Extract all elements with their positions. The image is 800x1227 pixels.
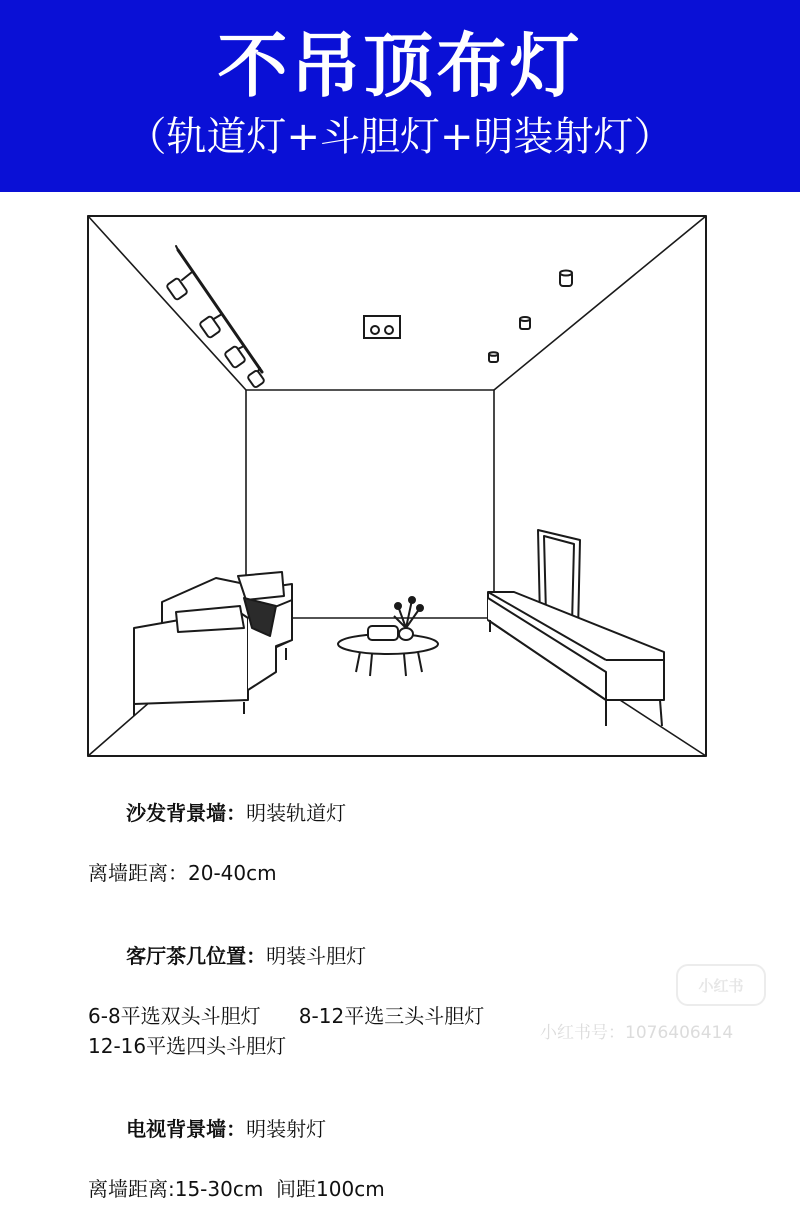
track-spot-1 — [166, 272, 192, 300]
title-banner — [0, 0, 800, 192]
watermark-logo: 小红书 — [676, 964, 766, 1006]
grille-light — [364, 316, 400, 338]
spotlight-3 — [489, 352, 498, 362]
surface-spotlights — [489, 271, 572, 363]
note-coffee-table-size-1: 6-8平选双头斗胆灯 8-12平选三头斗胆灯 — [88, 1004, 485, 1028]
tv-cabinet — [488, 530, 664, 726]
sofa — [134, 572, 292, 716]
note-sofa-wall-heading: 沙发背景墙： — [126, 801, 247, 825]
note-tv-wall-heading: 电视背景墙： — [126, 1117, 247, 1141]
note-tv-wall-value: 明装射灯 — [246, 1117, 327, 1141]
page-title: 不吊顶布灯 — [217, 25, 583, 107]
note-coffee-table-size-2: 12-16平选四头斗胆灯 — [88, 1034, 287, 1058]
coffee-table — [338, 597, 438, 676]
track-spot-3 — [224, 346, 246, 369]
note-tv-wall — [88, 1084, 768, 1204]
note-sofa-wall-distance: 离墙距离：20-40cm — [88, 861, 277, 885]
track-spot-2 — [199, 314, 222, 338]
note-sofa-wall-value: 明装轨道灯 — [246, 801, 347, 825]
spotlight-1 — [560, 271, 572, 287]
page-subtitle: （轨道灯+斗胆灯+明装射灯） — [126, 114, 674, 160]
room-sketch — [0, 200, 800, 760]
watermark-id: 小红书号：1076406414 — [540, 1023, 734, 1043]
track-light — [166, 246, 265, 388]
note-tv-wall-distance: 离墙距离:15-30cm 间距100cm — [88, 1177, 385, 1201]
note-coffee-table-heading: 客厅茶几位置： — [126, 944, 267, 968]
note-coffee-table-value: 明装斗胆灯 — [266, 944, 367, 968]
spotlight-2 — [520, 317, 530, 329]
note-sofa-wall — [88, 768, 768, 888]
lighting-notes — [88, 768, 768, 1227]
